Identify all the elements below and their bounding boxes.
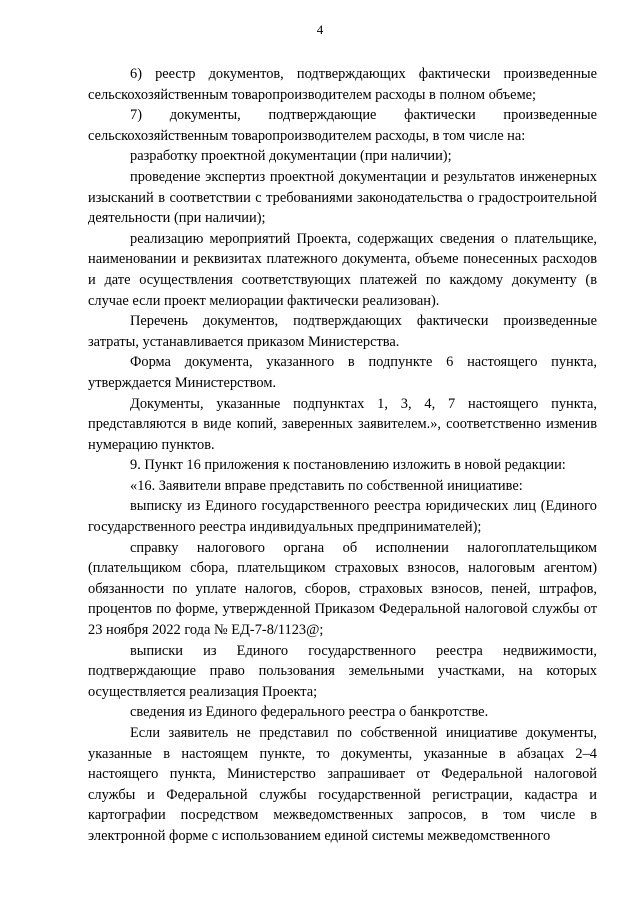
- paragraph-expertise: проведение экспертиз проектной документации и результатов инженерных изысканий в соответствии с требованиями законодательства о градостроительной деятельности (при наличии);: [88, 168, 597, 227]
- paragraph-egrul-extract: выписку из Единого государственного реестра юридических лиц (Единого государственного реестра индивидуальных предпринимателей);: [88, 498, 597, 536]
- paragraph-item-6: 6) реестр документов, подтверждающих фактически произведенные сельскохозяйственным товаропроизводителем расходы в полном объеме;: [88, 66, 597, 103]
- paragraph-clause-16: «16. Заявители вправе представить по собственной инициативе:: [130, 477, 523, 494]
- paragraph-project-measures: реализацию мероприятий Проекта, содержащих сведения о плательщике, наименовании и реквизитах платежного документа, объеме понесенных расходов и дате осуществления соответствующих платежей по каждому документу (в случае если проект мелиорации фактически реализован).: [88, 230, 597, 309]
- paragraph-list-of-documents: Перечень документов, подтверждающих фактически произведенные затраты, устанавливается приказом Министерства.: [88, 313, 597, 350]
- paragraph-clause-9: 9. Пункт 16 приложения к постановлению изложить в новой редакции:: [130, 457, 566, 474]
- paragraph-item-7: 7) документы, подтверждающие фактически произведенные сельскохозяйственным товаропроизводителем расходы, в том числе на:: [88, 107, 597, 144]
- paragraph-design-docs: разработку проектной документации (при наличии);: [130, 148, 452, 165]
- paragraph-document-form: Форма документа, указанного в подпункте 6 настоящего пункта, утверждается Министерством.: [88, 354, 597, 391]
- paragraph-bankruptcy-registry: сведения из Единого федерального реестра о банкротстве.: [130, 704, 489, 721]
- paragraph-interagency-requests: Если заявитель не представил по собственной инициативе документы, указанные в настоящем пункте, то документы, указанные в абзацах 2–4 настоящего пункта, Министерство запрашивает от Федеральной налоговой службы и Федеральной службы государственной регистрации, кадастра и картографии посредством межведомственных запросов, в том числе в электронной форме с использованием единой системы межведомственного: [88, 725, 597, 844]
- paragraph-tax-certificate: справку налогового органа об исполнении налогоплательщиком (плательщиком сбора, плательщиком страховых взносов, налоговым агентом) обязанности по уплате налогов, сборов, страховых взносов, пеней, штрафов, процентов по форме, утвержденной Приказом Федеральной налоговой службы от 23 ноября 2022 года № ЕД-7-8/1123@;: [88, 539, 597, 639]
- paragraph-egrn-extracts: выписки из Единого государственного реестра недвижимости, подтверждающие право пользования земельными участками, на которых осуществляется реализация Проекта;: [88, 642, 597, 700]
- page-number: 4: [316, 22, 324, 37]
- document-body: [88, 64, 597, 847]
- paragraph-copies: Документы, указанные подпунктах 1, 3, 4, 7 настоящего пункта, представляются в виде копий, заверенных заявителем.», соответственно изменив нумерацию пунктов.: [88, 395, 597, 453]
